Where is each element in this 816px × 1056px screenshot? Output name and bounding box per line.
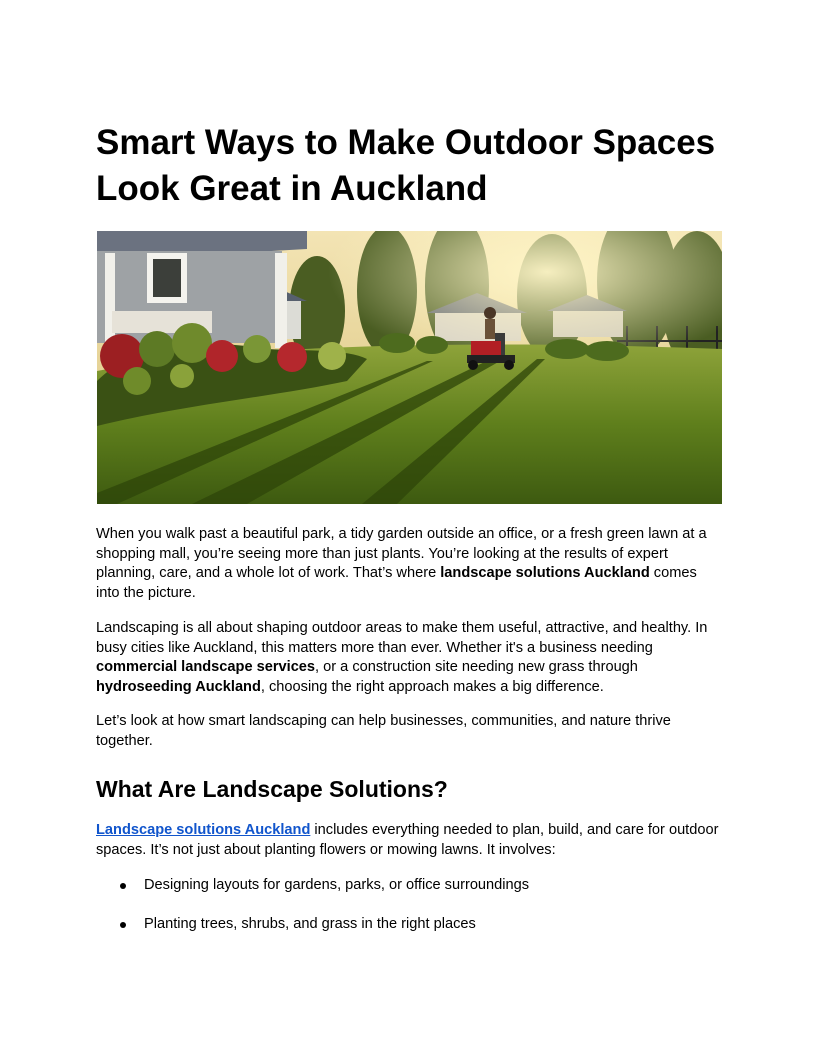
intro-p2-text-e: , choosing the right approach makes a big difference. <box>260 678 604 695</box>
list-item <box>96 915 720 935</box>
list-item-text: Planting trees, shrubs, and grass in the right places <box>144 916 476 932</box>
intro-p2-text-a: Landscaping is all about shaping outdoor areas to make them useful, attractive, and healthy. In busy cities like Auckland, this matters more than ever. Whether it's a business needing <box>96 620 708 656</box>
keyword-landscape-solutions: landscape solutions Auckland <box>440 565 650 581</box>
keyword-hydroseeding: hydroseeding Auckland <box>96 678 261 695</box>
section-heading: What Are Landscape Solutions? <box>96 776 448 802</box>
intro-p1-text-c: comes into the picture. <box>96 565 697 601</box>
list-item <box>96 876 720 896</box>
intro-paragraph-3: Let’s look at how smart landscaping can help businesses, communities, and nature thrive together. <box>96 713 671 749</box>
hero-image <box>97 231 722 504</box>
landscape-solutions-link[interactable]: Landscape solutions Auckland <box>96 822 311 838</box>
list-item-text: Designing layouts for gardens, parks, or office surroundings <box>144 877 530 893</box>
bullet-icon <box>120 883 126 889</box>
bullet-icon <box>120 922 126 928</box>
section-paragraph <box>96 821 720 860</box>
intro-p2-text-c: , or a construction site needing new grass through <box>315 659 638 675</box>
intro-paragraph-2 <box>96 619 720 697</box>
intro-paragraph-1 <box>96 525 720 603</box>
keyword-commercial-landscape: commercial landscape services <box>96 659 316 675</box>
page-title: Smart Ways to Make Outdoor Spaces Look Great in Auckland <box>96 123 716 208</box>
section-paragraph-text: includes everything needed to plan, build, and care for outdoor spaces. It’s not just about planting flowers or mowing lawns. It involves: <box>96 822 719 858</box>
lawn-mowing-photo-icon <box>97 231 722 504</box>
intro-p1-text-a: When you walk past a beautiful park, a tidy garden outside an office, or a fresh green lawn at a shopping mall, you’re seeing more than just plants. You’re looking at the results of expert planning, care, and a whole lot of work. That’s where <box>96 526 707 581</box>
bullet-list <box>96 876 720 935</box>
